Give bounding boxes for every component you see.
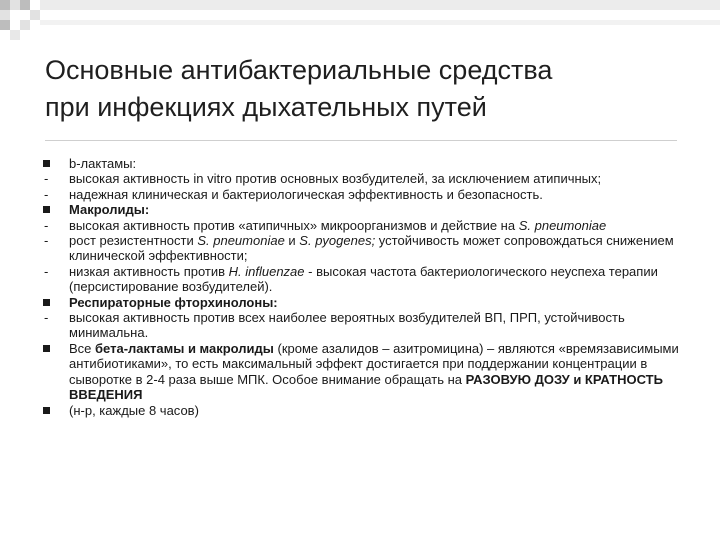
dash-marker: -: [44, 310, 49, 326]
organism-name: S. pneumoniae: [518, 217, 607, 233]
list-item: [40, 264, 690, 295]
time-dependent-text-c: (кроме азалидов – азитромицина) – являются «времязависимыми антибиотиками», то есть максимальный эффект достигается при поддержании концентрации в сыворотке в 2-4 раза выше МПК. Особое внимание обращать на: [69, 340, 679, 387]
beta-lactams-heading: b-лактамы:: [69, 156, 137, 171]
square-bullet-icon: [43, 160, 50, 167]
macrolides-point-3-text: низкая активность против: [69, 263, 229, 279]
example-text: (н-р, каждые 8 часов): [69, 402, 199, 418]
list-item: [40, 310, 690, 341]
list-item-fluoroquinolones: [40, 295, 690, 310]
time-dependent-bold: бета-лактамы и макролиды: [95, 340, 274, 356]
dose-emphasis: РАЗОВУЮ ДОЗУ и КРАТНОСТЬ ВВЕДЕНИЯ: [69, 371, 663, 403]
organism-name: H. influenzae: [228, 263, 305, 279]
list-item-macrolides: [40, 202, 690, 217]
slide-title-line-2: при инфекциях дыхательных путей: [45, 92, 487, 122]
dash-marker: -: [44, 263, 49, 279]
decorative-squares: [0, 0, 720, 60]
macrolides-heading: Макролиды:: [69, 202, 150, 218]
organism-name: S. pyogenes;: [299, 233, 376, 249]
fluoroquinolones-point-1: высокая активность против всех наиболее вероятных возбудителей ВП, ПРП, устойчивость минимальна.: [69, 310, 625, 341]
list-item: [40, 233, 690, 264]
dash-marker: -: [44, 186, 49, 202]
macrolides-point-2-tail: устойчивость может сопровождаться снижением клинической эффективности;: [69, 233, 674, 264]
square-bullet-icon: [43, 345, 50, 352]
list-item-example: [40, 403, 690, 418]
macrolides-point-1-text: высокая активность против «атипичных» микроорганизмов и действие на: [69, 217, 519, 233]
dash-marker: -: [44, 217, 49, 233]
list-item-time-dependent: [40, 341, 690, 403]
square-bullet-icon: [43, 206, 50, 213]
macrolides-point-2-text: рост резистентности: [69, 233, 198, 249]
time-dependent-text-a: Все: [69, 340, 96, 356]
slide-title-line-1: Основные антибактериальные средства: [45, 55, 553, 85]
dash-marker: -: [44, 233, 49, 249]
title-divider: [45, 140, 677, 141]
list-item-beta-lactams: [40, 156, 690, 171]
conjunction: и: [284, 233, 300, 249]
list-item: [40, 171, 690, 186]
fluoroquinolones-heading: Респираторные фторхинолоны:: [69, 294, 278, 310]
square-bullet-icon: [43, 407, 50, 414]
beta-lactams-point-2: надежная клиническая и бактериологическая эффективность и безопасность.: [69, 186, 543, 202]
macrolides-point-3-tail: - высокая частота бактериологического неуспеха терапии (персистирование возбудителей).: [69, 263, 658, 295]
list-item: [40, 218, 690, 233]
beta-lactams-point-1: высокая активность in vitro против основных возбудителей, за исключением атипичных;: [69, 171, 602, 187]
content-list: [40, 156, 690, 418]
dash-marker: -: [44, 171, 49, 187]
slide-title: [45, 52, 695, 126]
list-item: [40, 187, 690, 202]
organism-name: S. pneumoniae: [197, 233, 285, 249]
square-bullet-icon: [43, 299, 50, 306]
